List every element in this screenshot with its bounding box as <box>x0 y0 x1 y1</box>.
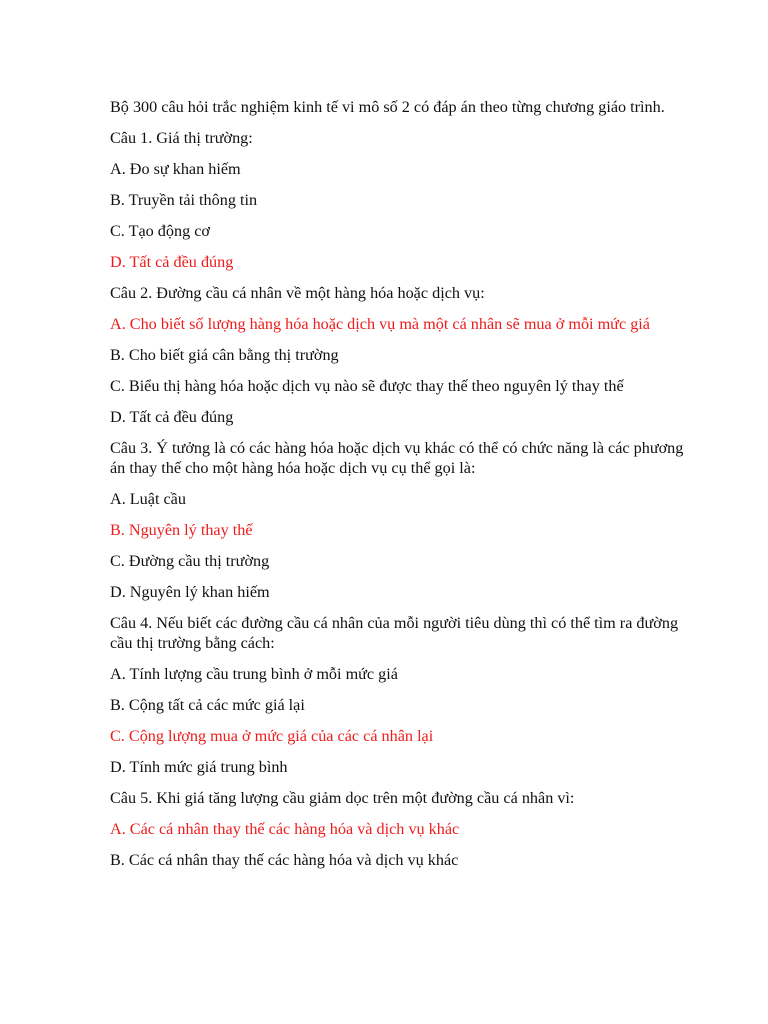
answer-option-c: C. Đường cầu thị trường <box>110 552 270 570</box>
question-text: Câu 4. Nếu biết các đường cầu cá nhân của mỗi người tiêu dùng thì có thể tìm ra đường cầu thị trường bằng cách: <box>110 614 679 652</box>
question-text: Câu 5. Khi giá tăng lượng cầu giảm dọc trên một đường cầu cá nhân vì: <box>110 789 575 807</box>
answer-option-d-correct: D. Tất cả đều đúng <box>110 253 234 271</box>
answer-option-c-correct: C. Cộng lượng mua ở mức giá của các cá nhân lại <box>110 727 434 745</box>
answer-option-a-correct: A. Cho biết số lượng hàng hóa hoặc dịch vụ mà một cá nhân sẽ mua ở mỗi mức giá <box>110 315 650 333</box>
document-page <box>110 97 700 881</box>
answer-option-a: A. Đo sự khan hiếm <box>110 160 241 178</box>
answer-option-b: B. Cho biết giá cân bằng thị trường <box>110 346 339 364</box>
answer-option-b: B. Các cá nhân thay thế các hàng hóa và dịch vụ khác <box>110 851 459 869</box>
question-text: Câu 2. Đường cầu cá nhân về một hàng hóa hoặc dịch vụ: <box>110 284 485 302</box>
answer-option-a: A. Luật cầu <box>110 490 186 508</box>
answer-option-d: D. Tất cả đều đúng <box>110 408 234 426</box>
answer-option-b: B. Cộng tất cả các mức giá lại <box>110 696 305 714</box>
question-block-5 <box>110 788 700 870</box>
answer-option-d: D. Nguyên lý khan hiếm <box>110 583 270 601</box>
answer-option-b: B. Truyền tải thông tin <box>110 191 258 209</box>
answer-option-c: C. Tạo động cơ <box>110 222 210 240</box>
answer-option-d: D. Tính mức giá trung bình <box>110 758 288 776</box>
question-block-4 <box>110 613 700 777</box>
question-block-3 <box>110 438 700 602</box>
answer-option-c: C. Biểu thị hàng hóa hoặc dịch vụ nào sẽ được thay thế theo nguyên lý thay thế <box>110 377 624 395</box>
question-text: Câu 3. Ý tưởng là có các hàng hóa hoặc dịch vụ khác có thể có chức năng là các phương án thay thế cho một hàng hóa hoặc dịch vụ cụ thể gọi là: <box>110 439 684 477</box>
answer-option-a: A. Tính lượng cầu trung bình ở mỗi mức giá <box>110 665 398 683</box>
document-title: Bộ 300 câu hỏi trắc nghiệm kinh tế vi mô số 2 có đáp án theo từng chương giáo trình. <box>110 98 665 116</box>
answer-option-a-correct: A. Các cá nhân thay thế các hàng hóa và dịch vụ khác <box>110 820 460 838</box>
question-block-1 <box>110 128 700 272</box>
question-block-2 <box>110 283 700 427</box>
question-text: Câu 1. Giá thị trường: <box>110 129 253 147</box>
answer-option-b-correct: B. Nguyên lý thay thế <box>110 521 253 539</box>
